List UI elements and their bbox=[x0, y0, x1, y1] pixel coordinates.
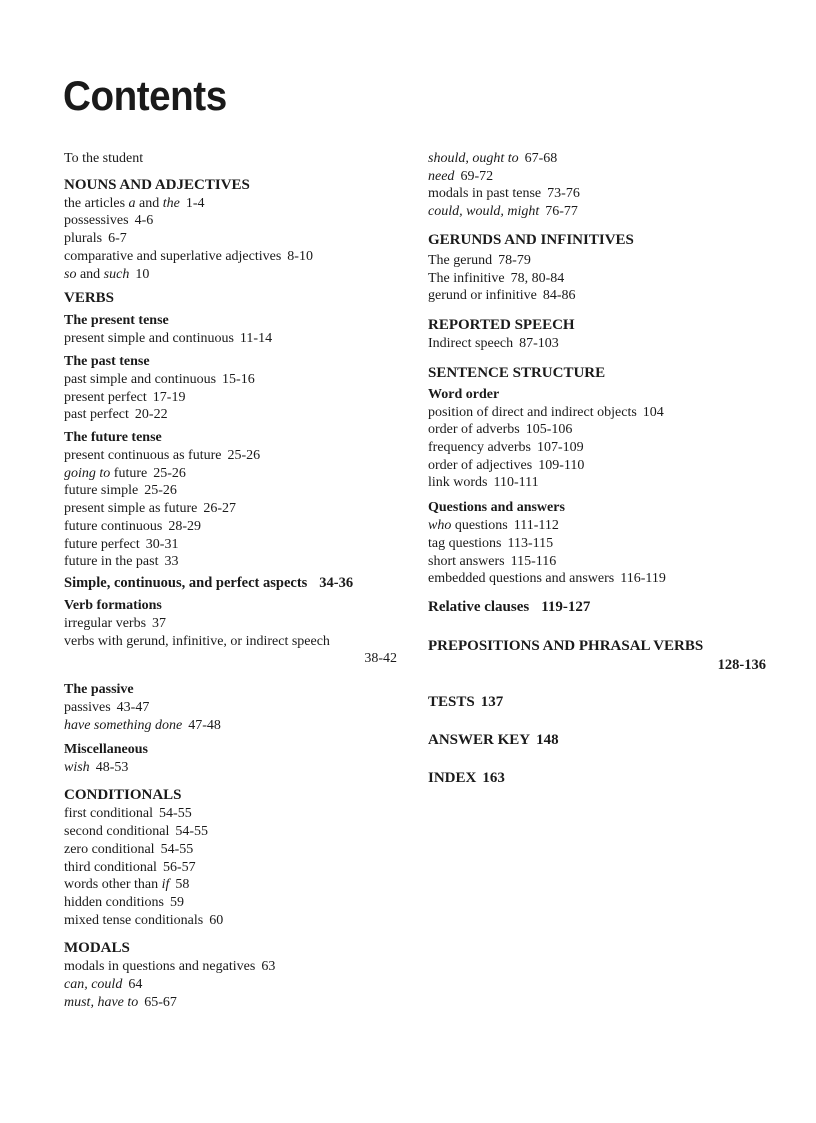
entry-pages: 107-109 bbox=[537, 440, 584, 456]
toc-entry[interactable] bbox=[64, 230, 414, 248]
entry-text: future perfect bbox=[64, 536, 140, 552]
toc-entry[interactable] bbox=[64, 615, 414, 633]
entry-label bbox=[64, 895, 164, 910]
entry-text: zero conditional bbox=[64, 841, 155, 857]
entry-text-italic: have something done bbox=[64, 718, 183, 734]
entry-label bbox=[64, 267, 129, 282]
entry-label bbox=[64, 501, 197, 516]
toc-entry[interactable] bbox=[64, 500, 414, 518]
entry-text: The infinitive bbox=[428, 270, 505, 286]
toc-entry[interactable] bbox=[64, 482, 414, 500]
answer-key-pages: 148 bbox=[536, 731, 559, 748]
section-heading-conditionals: CONDITIONALS bbox=[64, 787, 182, 804]
toc-entry[interactable] bbox=[428, 439, 768, 457]
entry-text: present continuous as future bbox=[64, 448, 222, 464]
entry-label bbox=[428, 169, 454, 184]
toc-entry[interactable] bbox=[64, 912, 414, 930]
entry-text: third conditional bbox=[64, 859, 157, 875]
entry-pages: 105-106 bbox=[525, 422, 573, 438]
entry-text: future in the past bbox=[64, 554, 159, 570]
entry-label bbox=[64, 700, 111, 715]
page-title: Contents bbox=[63, 72, 227, 119]
entry-list-gerunds bbox=[428, 252, 768, 305]
aspects-label: Simple, continuous, and perfect aspects bbox=[64, 574, 308, 591]
entry-pages: 78-79 bbox=[498, 252, 531, 268]
entry-pages: 78, 80-84 bbox=[510, 270, 565, 286]
entry-text: present simple and continuous bbox=[64, 331, 234, 347]
entry-pages: 6-7 bbox=[108, 231, 127, 247]
toc-heading-index[interactable] bbox=[428, 768, 768, 788]
toc-entry[interactable] bbox=[428, 252, 768, 270]
toc-entry[interactable] bbox=[64, 518, 414, 536]
section-heading-gerunds: GERUNDS AND INFINITIVES bbox=[428, 231, 634, 248]
toc-entry[interactable] bbox=[428, 535, 768, 553]
entry-list-formations bbox=[64, 615, 414, 633]
entry-list-passive bbox=[64, 699, 414, 734]
entry-pages: 37 bbox=[152, 615, 167, 631]
toc-entry[interactable] bbox=[64, 894, 414, 912]
entry-text: past simple and continuous bbox=[64, 371, 217, 387]
entry-text: past perfect bbox=[64, 407, 129, 423]
entry-list-word-order bbox=[428, 404, 768, 493]
toc-entry[interactable] bbox=[64, 266, 414, 284]
entry-label bbox=[64, 877, 169, 892]
index-label: INDEX bbox=[428, 769, 477, 786]
entry-label bbox=[428, 253, 492, 268]
subheading-past-tense: The past tense bbox=[64, 353, 150, 369]
entry-text: link words bbox=[428, 475, 488, 491]
entry-pages: 111-112 bbox=[513, 518, 559, 534]
entry-pages: 76-77 bbox=[545, 204, 578, 220]
toc-entry-to-the-student[interactable]: To the student bbox=[64, 151, 144, 166]
toc-entry[interactable] bbox=[64, 553, 414, 571]
entry-label bbox=[428, 518, 508, 533]
entry-pages: 25-26 bbox=[144, 483, 177, 499]
entry-pages: 47-48 bbox=[188, 718, 221, 734]
subheading-future-tense: The future tense bbox=[64, 430, 162, 446]
entry-text: second conditional bbox=[64, 824, 170, 840]
entry-list-nouns bbox=[64, 195, 414, 284]
entry-pages: 113-115 bbox=[507, 535, 554, 551]
entry-pages: 30-31 bbox=[145, 536, 179, 552]
entry-pages: 54-55 bbox=[160, 841, 194, 857]
entry-pages: 67-68 bbox=[524, 151, 558, 166]
entry-label bbox=[428, 271, 505, 286]
toc-entry[interactable] bbox=[428, 517, 768, 535]
entry-text-italic: can, could bbox=[64, 977, 123, 993]
entry-list-reported bbox=[428, 335, 768, 353]
toc-heading-tests[interactable] bbox=[428, 692, 768, 712]
entry-list-future bbox=[64, 447, 414, 571]
entry-text-italic: need bbox=[428, 168, 455, 184]
entry-pages: 48-53 bbox=[95, 759, 129, 775]
entry-pages: 11-14 bbox=[239, 331, 273, 347]
entry-pages: 25-26 bbox=[227, 448, 261, 464]
entry-pages: 33 bbox=[164, 554, 179, 570]
entry-text: modals in questions and negatives bbox=[64, 959, 256, 975]
entry-pages: 84-86 bbox=[542, 288, 576, 304]
entry-pages: 59 bbox=[169, 894, 184, 910]
entry-list-present bbox=[64, 330, 414, 348]
entry-label bbox=[428, 288, 537, 303]
entry-pages: 28-29 bbox=[168, 518, 202, 534]
entry-label bbox=[428, 204, 539, 219]
toc-entry[interactable] bbox=[64, 699, 414, 717]
toc-entry[interactable] bbox=[428, 457, 768, 475]
entry-text: order of adverbs bbox=[428, 422, 520, 438]
toc-entry[interactable] bbox=[428, 404, 768, 422]
toc-entry[interactable] bbox=[64, 994, 414, 1012]
toc-left-column bbox=[64, 150, 414, 1012]
entry-text: order of adjectives bbox=[428, 457, 533, 473]
entry-label bbox=[64, 537, 140, 552]
index-pages: 163 bbox=[482, 769, 505, 786]
aspects-pages: 34-36 bbox=[319, 574, 354, 591]
entry-pages: 1-4 bbox=[185, 195, 205, 211]
toc-right-column bbox=[428, 150, 768, 788]
entry-label bbox=[428, 536, 502, 551]
relative-pages: 119-127 bbox=[541, 598, 591, 615]
toc-entry[interactable] bbox=[64, 195, 414, 213]
toc-entry[interactable] bbox=[428, 570, 768, 588]
entry-text: words other than bbox=[64, 877, 162, 893]
entry-pages: 17-19 bbox=[152, 389, 186, 405]
entry-text: and bbox=[135, 195, 163, 211]
entry-text: modals in past tense bbox=[428, 186, 542, 202]
entry-text: irregular verbs bbox=[64, 615, 147, 631]
toc-heading-answer-key[interactable] bbox=[428, 730, 768, 750]
toc-entry[interactable] bbox=[428, 150, 768, 168]
toc-entry[interactable] bbox=[64, 759, 414, 777]
entry-label bbox=[64, 249, 281, 264]
entry-text: and bbox=[76, 266, 104, 282]
entry-label bbox=[428, 336, 513, 351]
entry-text-italic: so bbox=[64, 266, 77, 282]
entry-pages: 15-16 bbox=[222, 371, 255, 387]
entry-text: short answers bbox=[428, 553, 505, 569]
entry-label bbox=[64, 616, 146, 631]
entry-text-italic: who bbox=[428, 518, 452, 534]
entry-label bbox=[428, 458, 532, 473]
entry-text: present perfect bbox=[64, 389, 147, 405]
entry-label bbox=[64, 913, 203, 928]
toc-entry[interactable] bbox=[64, 212, 414, 230]
entry-label bbox=[64, 407, 129, 422]
entry-pages: 43-47 bbox=[116, 700, 150, 716]
entry-label bbox=[428, 186, 541, 201]
entry-label bbox=[64, 213, 129, 228]
toc-entry[interactable] bbox=[428, 553, 768, 571]
prepositions-pages: 128-136 bbox=[717, 656, 766, 673]
entry-label bbox=[428, 554, 505, 569]
entry-label bbox=[64, 483, 138, 498]
entry-label bbox=[64, 196, 180, 211]
toc-entry[interactable] bbox=[64, 389, 414, 407]
entry-text: gerund or infinitive bbox=[428, 288, 537, 304]
toc-entry[interactable] bbox=[428, 335, 768, 353]
entry-pages: 38-42 bbox=[364, 651, 397, 667]
entry-text-italic: wish bbox=[64, 759, 90, 775]
entry-label bbox=[64, 718, 182, 733]
entry-text: first conditional bbox=[64, 806, 154, 822]
section-heading-sentence-structure: SENTENCE STRUCTURE bbox=[428, 364, 606, 381]
section-heading-verbs: VERBS bbox=[64, 290, 115, 307]
entry-pages: 87-103 bbox=[519, 335, 559, 351]
entry-pages: 115-116 bbox=[510, 553, 557, 569]
subheading-word-order: Word order bbox=[428, 386, 500, 402]
entry-label bbox=[64, 842, 155, 857]
entry-pages: 110-111 bbox=[493, 475, 539, 491]
entry-label bbox=[64, 995, 138, 1010]
toc-entry[interactable] bbox=[64, 536, 414, 554]
toc-entry[interactable] bbox=[64, 823, 414, 841]
entry-text: hidden conditions bbox=[64, 894, 164, 910]
section-heading-modals: MODALS bbox=[64, 940, 130, 957]
entry-pages: 54-55 bbox=[175, 824, 209, 840]
toc-entry[interactable] bbox=[428, 185, 768, 203]
entry-text-italic: could, would, might bbox=[428, 204, 540, 220]
entry-pages: 73-76 bbox=[547, 186, 580, 202]
section-heading-reported-speech: REPORTED SPEECH bbox=[428, 316, 575, 333]
entry-label bbox=[64, 959, 255, 974]
entry-text: position of direct and indirect objects bbox=[428, 404, 637, 420]
entry-label bbox=[64, 372, 216, 387]
entry-label bbox=[64, 977, 122, 992]
entry-pages: 10 bbox=[135, 266, 150, 282]
entry-pages: 54-55 bbox=[159, 806, 192, 822]
subheading-present-tense: The present tense bbox=[64, 313, 169, 329]
entry-text: present simple as future bbox=[64, 501, 198, 517]
entry-label bbox=[64, 760, 90, 775]
entry-text-italic: a bbox=[128, 195, 136, 211]
entry-pages: 58 bbox=[175, 877, 190, 893]
toc-entry[interactable] bbox=[64, 976, 414, 994]
entry-label bbox=[64, 554, 158, 569]
subheading-verb-formations: Verb formations bbox=[64, 597, 162, 613]
entry-pages: 25-26 bbox=[153, 465, 186, 481]
entry-pages: 65-67 bbox=[144, 994, 177, 1010]
entry-pages: 104 bbox=[642, 404, 664, 420]
entry-text: comparative and superlative adjectives bbox=[64, 248, 282, 264]
toc-entry[interactable] bbox=[64, 248, 414, 266]
entry-label bbox=[428, 571, 614, 586]
entry-label bbox=[64, 466, 147, 481]
toc-entry[interactable] bbox=[428, 270, 768, 288]
toc-entry[interactable] bbox=[64, 859, 414, 877]
prepositions-label: PREPOSITIONS AND PHRASAL VERBS bbox=[428, 637, 704, 654]
entry-label bbox=[64, 806, 153, 821]
entry-pages: 8-10 bbox=[287, 248, 313, 264]
entry-pages: 116-119 bbox=[620, 571, 666, 587]
entry-text: The gerund bbox=[428, 252, 493, 268]
entry-text: tag questions bbox=[428, 535, 502, 551]
toc-entry[interactable] bbox=[428, 203, 768, 221]
entry-text: possessives bbox=[64, 213, 129, 229]
entry-text: plurals bbox=[64, 231, 103, 247]
entry-list-questions bbox=[428, 517, 768, 588]
entry-list-modals bbox=[64, 958, 414, 1011]
entry-list-conditionals bbox=[64, 805, 414, 929]
toc-entry[interactable] bbox=[64, 805, 414, 823]
entry-label bbox=[428, 440, 531, 455]
answer-key-label: ANSWER KEY bbox=[428, 731, 531, 748]
entry-text-italic: the bbox=[162, 195, 180, 211]
entry-list-misc bbox=[64, 759, 414, 777]
toc-entry[interactable] bbox=[64, 841, 414, 859]
toc-heading-relative-clauses[interactable] bbox=[428, 597, 768, 617]
entry-text: embedded questions and answers bbox=[428, 571, 615, 587]
entry-label bbox=[428, 475, 488, 490]
toc-heading-prepositions[interactable] bbox=[428, 636, 768, 674]
entry-text: mixed tense conditionals bbox=[64, 912, 204, 928]
entry-label bbox=[428, 151, 519, 166]
entry-label bbox=[428, 422, 520, 437]
toc-entry[interactable] bbox=[64, 876, 414, 894]
toc-entry[interactable] bbox=[428, 287, 768, 305]
entry-label bbox=[64, 824, 169, 839]
entry-pages: 64 bbox=[128, 977, 143, 993]
entry-text-italic: if bbox=[161, 877, 170, 893]
toc-entry[interactable] bbox=[64, 465, 414, 483]
entry-text: the articles bbox=[64, 195, 129, 211]
section-heading-nouns-adjectives: NOUNS AND ADJECTIVES bbox=[64, 176, 250, 193]
toc-heading-aspects[interactable] bbox=[64, 574, 414, 592]
tests-pages: 137 bbox=[480, 693, 504, 710]
subheading-passive: The passive bbox=[64, 682, 134, 698]
toc-entry[interactable] bbox=[428, 474, 768, 492]
entry-label bbox=[64, 860, 157, 875]
entry-label: verbs with gerund, infinitive, or indirect speech bbox=[64, 633, 330, 649]
entry-pages: 26-27 bbox=[203, 501, 237, 517]
toc-entry[interactable] bbox=[64, 958, 414, 976]
subheading-questions-answers: Questions and answers bbox=[428, 500, 565, 516]
entry-pages: 60 bbox=[209, 912, 224, 928]
entry-text: passives bbox=[64, 700, 111, 716]
entry-text: future simple bbox=[64, 483, 139, 499]
entry-pages: 63 bbox=[261, 959, 276, 975]
entry-pages: 4-6 bbox=[134, 213, 154, 229]
entry-text: future continuous bbox=[64, 518, 163, 534]
entry-text-italic: going to bbox=[64, 465, 111, 481]
entry-list-past bbox=[64, 371, 414, 424]
toc-entry[interactable] bbox=[64, 447, 414, 465]
entry-pages: 56-57 bbox=[162, 859, 196, 875]
entry-text: Indirect speech bbox=[428, 335, 514, 351]
entry-text-italic: should, ought to bbox=[428, 151, 519, 166]
toc-entry[interactable] bbox=[64, 371, 414, 389]
entry-label bbox=[64, 390, 147, 405]
tests-label: TESTS bbox=[428, 693, 475, 710]
entry-label bbox=[64, 448, 221, 463]
toc-entry-verbs-gerund-infinitive[interactable] bbox=[64, 633, 414, 668]
toc-entry[interactable] bbox=[428, 168, 768, 186]
entry-label bbox=[64, 231, 102, 246]
toc-entry[interactable] bbox=[64, 717, 414, 735]
relative-label: Relative clauses bbox=[428, 598, 530, 615]
entry-pages: 69-72 bbox=[460, 168, 494, 184]
entry-text: questions bbox=[451, 518, 508, 534]
entry-label bbox=[428, 405, 637, 420]
entry-list-modals-continued bbox=[428, 150, 768, 221]
toc-entry[interactable] bbox=[64, 330, 414, 348]
entry-pages: 20-22 bbox=[134, 407, 168, 423]
subheading-miscellaneous: Miscellaneous bbox=[64, 741, 148, 757]
entry-label bbox=[64, 331, 234, 346]
toc-entry[interactable] bbox=[64, 406, 414, 424]
toc-entry[interactable] bbox=[428, 421, 768, 439]
entry-text-italic: must, have to bbox=[64, 994, 139, 1010]
entry-pages: 109-110 bbox=[538, 457, 585, 473]
entry-text-italic: such bbox=[103, 266, 130, 282]
entry-label bbox=[64, 519, 162, 534]
entry-text: frequency adverbs bbox=[428, 440, 532, 456]
entry-text: future bbox=[110, 465, 148, 481]
